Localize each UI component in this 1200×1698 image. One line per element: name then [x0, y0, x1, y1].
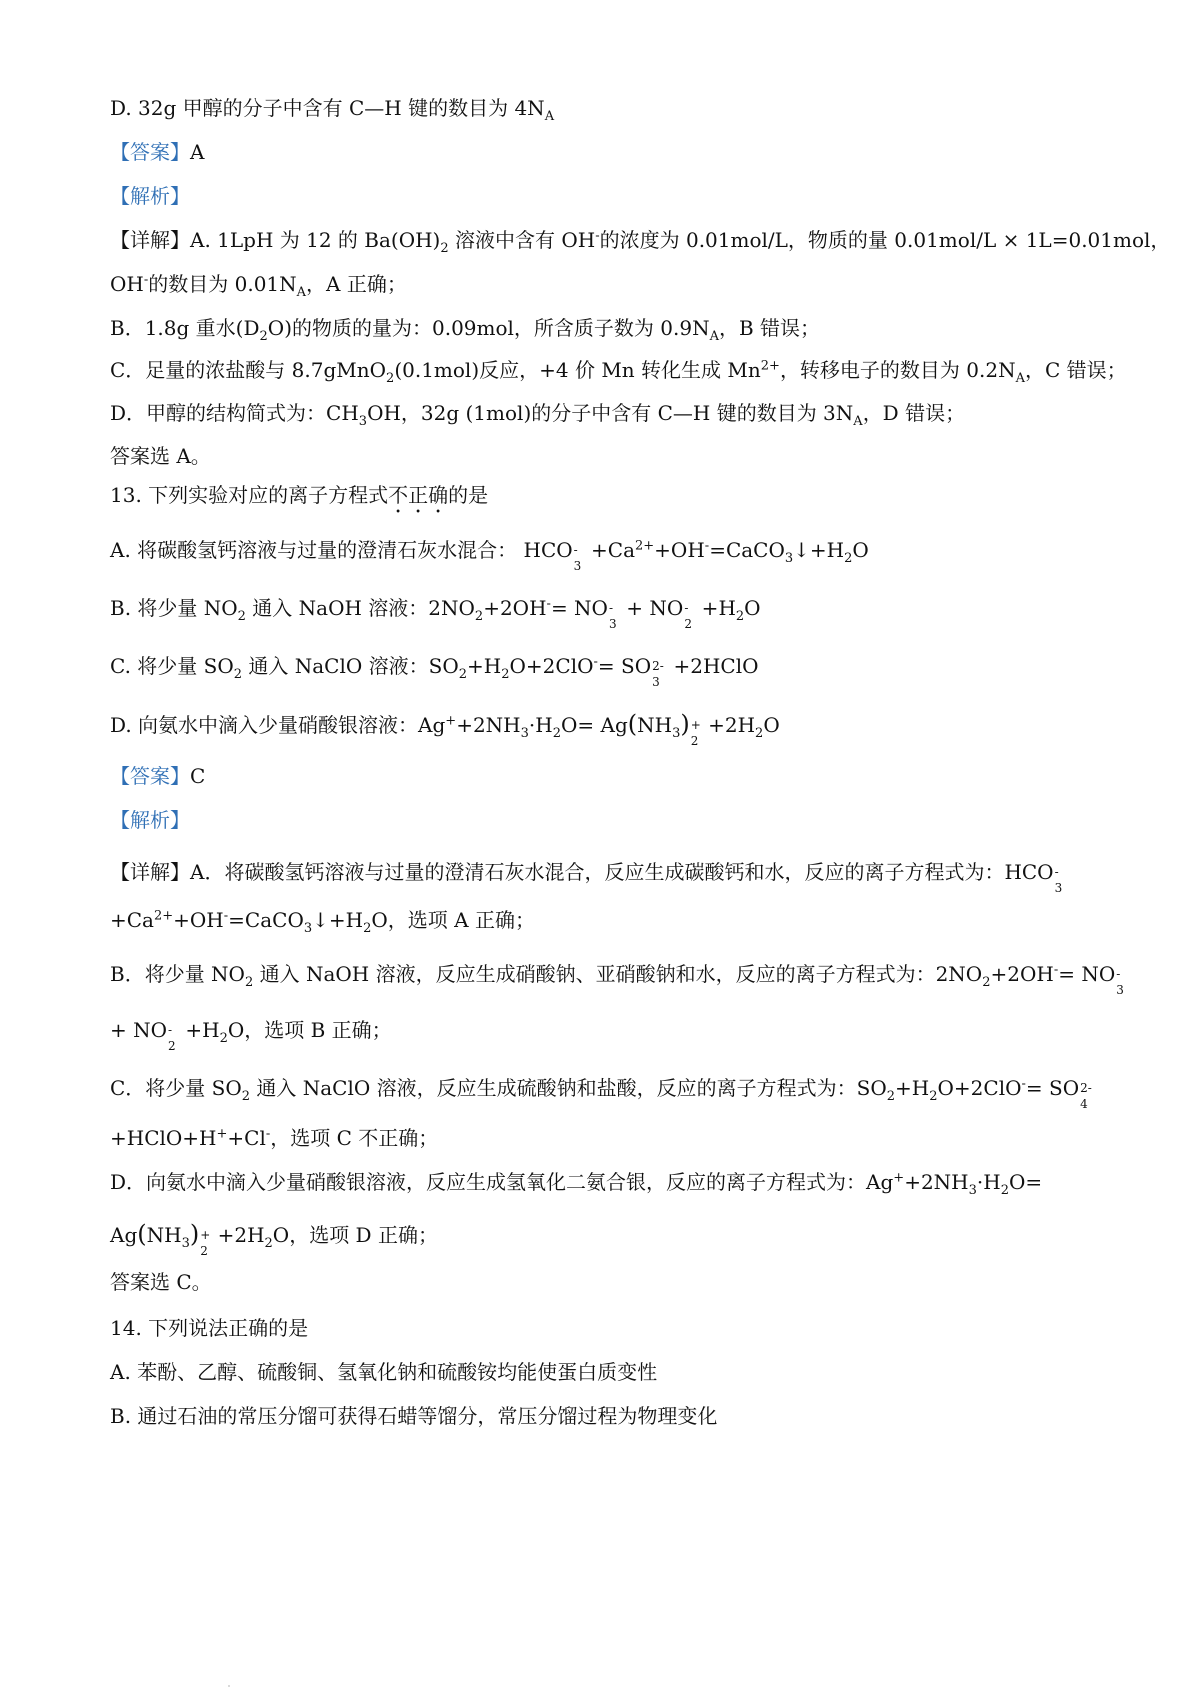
detail-a-q13-cont: $+Ca^{2+}+OH^-=CaCO_3↓+H_2O$，选项 A 正确；: [110, 908, 535, 936]
answer-tag: 【答案】: [110, 140, 190, 164]
analysis-tag-q12: 【解析】: [110, 184, 190, 208]
detail-d-q13: D．向氨水中滴入少量硝酸银溶液，反应生成氢氧化二氨合银，反应的离子方程式为：$Ag^++2NH_3\cdot H_2O=$: [110, 1170, 1043, 1198]
detail-c-q13-cont: +HClO+H++Cl-，选项 C 不正确；: [110, 1126, 439, 1150]
answer-q12: 【答案】A: [110, 140, 205, 164]
detail-c-q12: C．足量的浓盐酸与 8.7gMnO$_2$(0.1mol)反应，+4 价 Mn 转化生成 $Mn^{2+}$，转移电子的数目为 $0.2N_A$，C 错误；: [110, 358, 1127, 386]
option-c-q13: C. 将少量 $SO_2$ 通入 NaClO 溶液：$SO_2+H_2O+2ClO^-=$ SO 2- 3 +2HClO: [110, 654, 759, 689]
detail-b-q12: B．1.8g 重水$(D_2O)$的物质的量为：0.09mol，所含质子数为 $0.9N_A$，B 错误；: [110, 316, 821, 344]
answer-tag: 【答案】: [110, 764, 190, 788]
detail-a-q12-cont: OH-的数目为 $0.01N_A$，A 正确；: [110, 272, 407, 300]
option-d-q13: D. 向氨水中滴入少量硝酸银溶液：$Ag^++2NH_3\cdot H_2O= Ag(NH_3)$ + 2 $+2H_2O$: [110, 710, 780, 748]
analysis-tag-q13: 【解析】: [110, 808, 190, 832]
question-13-stem: 13. 下列实验对应的离子方程式不正确的是: [110, 483, 489, 507]
option-b-q13: B. 将少量 $NO_2$ 通入 NaOH 溶液：$2NO_2+2OH^-=$ NO - 3 + NO - 2 $+H_2O$: [110, 596, 761, 631]
option-a-q14: A. 苯酚、乙醇、硫酸铜、氢氧化钠和硫酸铵均能使蛋白质变性: [110, 1360, 658, 1384]
detail-a-q12: 【详解】A. 1LpH 为 12 的 $Ba(OH)_2$ 溶液中含有 OH-的浓度为 0.01mol/L，物质的量 0.01mol/L × 1L=0.01mol，: [110, 228, 1171, 256]
detail-b-q13: B．将少量 $NO_2$ 通入 NaOH 溶液，反应生成硝酸钠、亚硝酸钠和水，反应的离子方程式为：$2NO_2+2OH^-=$ NO - 3: [110, 962, 1124, 997]
page-mark: [228, 1685, 230, 1687]
option-a-q13: A. 将碳酸氢钙溶液与过量的澄清石灰水混合： HCO - 3 $+Ca^{2+}+OH^-=CaCO_3↓+H_2O$: [110, 538, 869, 573]
emphasis-text: 不正确: [388, 483, 449, 507]
option-b-q14: B. 通过石油的常压分馏可获得石蜡等馏分，常压分馏过程为物理变化: [110, 1404, 718, 1428]
question-14-stem: 14. 下列说法正确的是: [110, 1316, 309, 1340]
answer-q13: 【答案】C: [110, 764, 206, 788]
detail-d-q13-cont: $Ag(NH_3)$ + 2 $+2H_2O$，选项 D 正确；: [110, 1220, 438, 1258]
detail-d-q12: D．甲醇的结构简式为：$CH_3OH$，32g (1mol)的分子中含有 C—H 键的数目为 $3N_A$，D 错误；: [110, 401, 966, 429]
answer-choice-q13: 答案选 C。: [110, 1270, 212, 1294]
detail-b-q13-cont: + NO - 2 $+H_2O$，选项 B 正确；: [110, 1018, 392, 1053]
answer-choice-q12: 答案选 A。: [110, 444, 211, 468]
detail-c-q13: C．将少量 $SO_2$ 通入 NaClO 溶液，反应生成硫酸钠和盐酸，反应的离子方程式为：$SO_2+H_2O+2ClO^-=$ SO 2- 4: [110, 1076, 1092, 1111]
option-d-q12: D. 32g 甲醇的分子中含有 C—H 键的数目为 $4N_A$: [110, 96, 555, 124]
detail-a-q13: 【详解】A．将碳酸氢钙溶液与过量的澄清石灰水混合，反应生成碳酸钙和水，反应的离子方程式为：HCO - 3: [110, 860, 1063, 895]
